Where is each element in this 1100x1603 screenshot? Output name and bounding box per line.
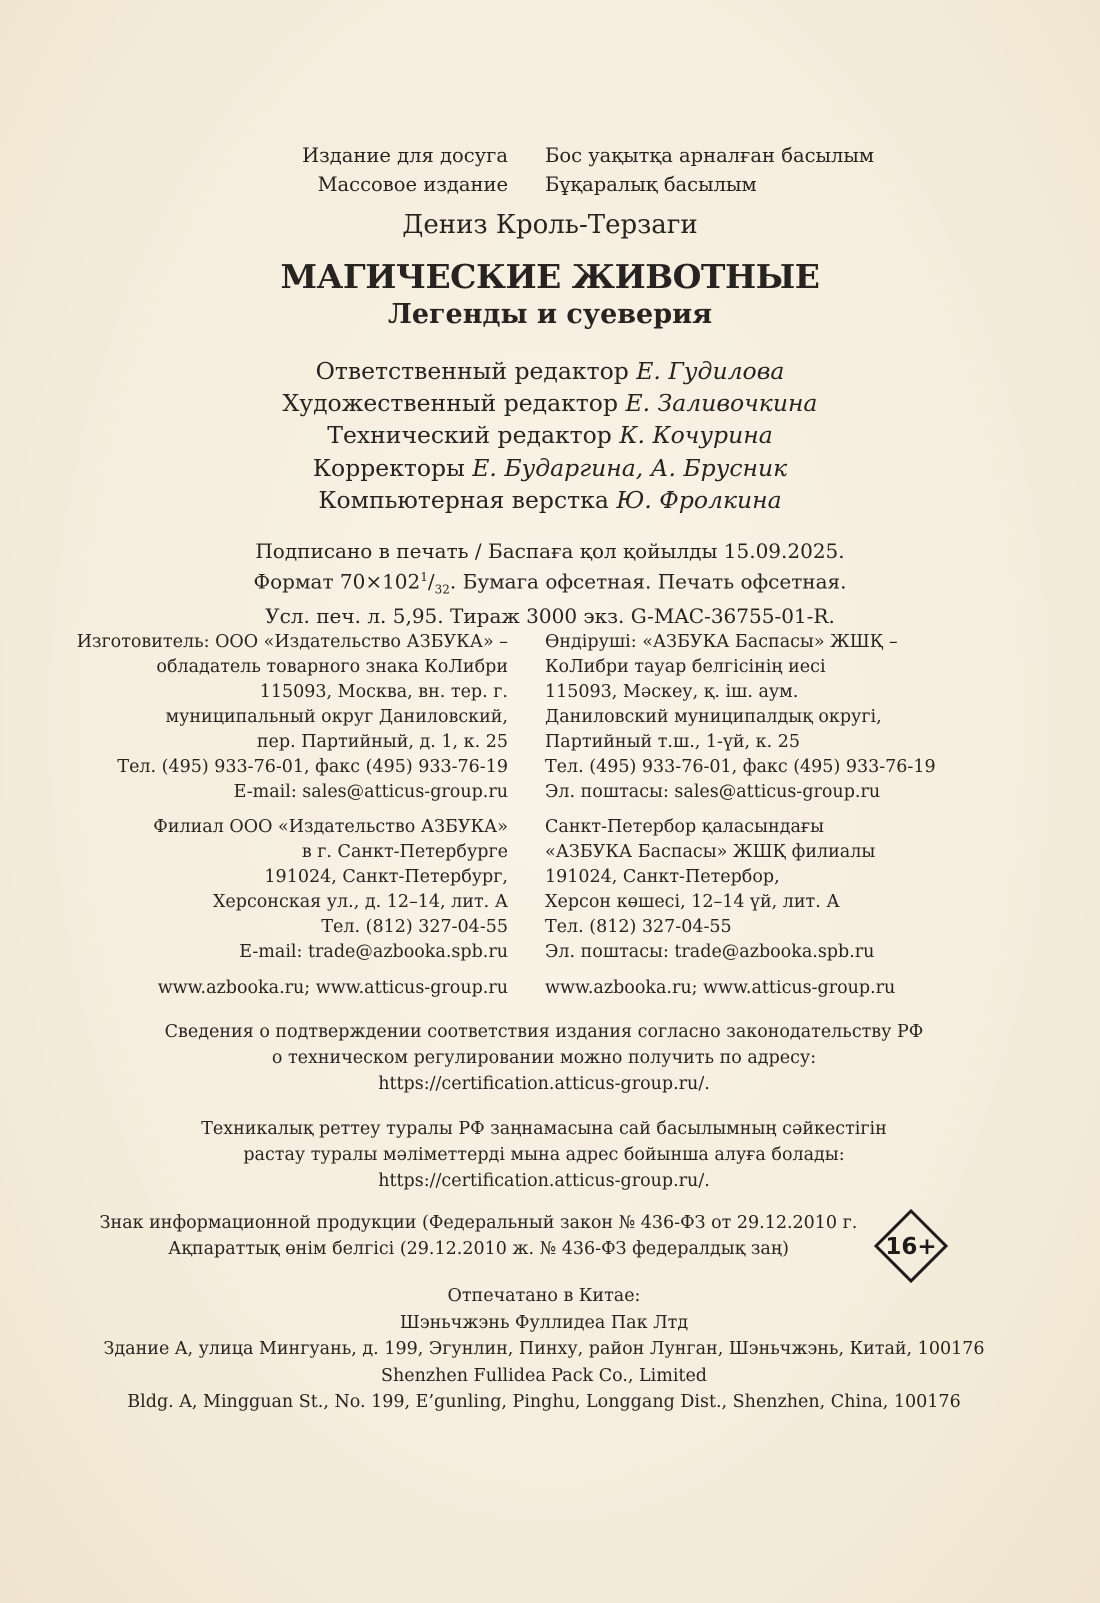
branch-ru: [0, 815, 508, 965]
editor-role: Компьютерная верстка: [318, 485, 609, 514]
address-line: обладатель товарного знака КоЛибри: [156, 657, 508, 677]
editor-name: К. Кочурина: [619, 421, 773, 450]
phone-line: Тел. (495) 933-76-01, факс (495) 933-76-19: [545, 757, 936, 777]
manufacturer-ru: [0, 630, 508, 805]
book-subtitle: Легенды и суеверия: [387, 299, 713, 330]
manufacturer-kz: [508, 630, 936, 805]
address-line: 191024, Санкт-Петербор,: [545, 867, 780, 887]
printed-line: Bldg. A, Mingguan St., No. 199, E’gunling, Pinghu, Longgang Dist., Shenzhen, China, 100176: [127, 1392, 961, 1412]
info-product-sign: [0, 1210, 957, 1262]
email-line: E-mail: sales@atticus-group.ru: [233, 782, 508, 802]
websites-block: [0, 976, 1100, 1001]
address-line: КоЛибри тауар белгісінің иесі: [545, 657, 826, 677]
address-line: Херсонская ул., д. 12–14, лит. А: [212, 892, 508, 912]
editor-line: [0, 452, 1100, 484]
certification-line: о техническом регулировании можно получить по адресу:: [271, 1048, 817, 1068]
address-line: в г. Санкт-Петербурге: [301, 842, 508, 862]
certification-kz: [0, 1116, 1088, 1194]
format-denominator: 32: [434, 582, 450, 597]
email-line: Эл. поштасы: sales@atticus-group.ru: [545, 782, 881, 802]
printed-line: Шэньчжэнь Фуллидеа Пак Лтд: [399, 1312, 689, 1333]
address-line: Филиал ООО «Издательство АЗБУКА»: [153, 817, 508, 837]
address-line: 115093, Москва, вн. тер. г.: [259, 682, 508, 702]
address-line: «АЗБУКА Баспасы» ЖШҚ филиалы: [545, 842, 876, 862]
edition-line: Бос уақытқа арналған басылым: [545, 144, 875, 167]
editor-name: Ю. Фролкина: [616, 485, 782, 514]
edition-line: Издание для досуга: [302, 144, 508, 167]
age-rating-text: 16+: [885, 1234, 937, 1260]
websites-kz: www.azbooka.ru; www.atticus-group.ru: [545, 978, 896, 998]
certification-line: растау туралы мәліметтерді мына адрес бойынша алуға болады:: [243, 1145, 845, 1165]
author-name: Дениз Кроль-Терзаги: [402, 210, 698, 240]
address-line: Санкт-Петербор қаласындағы: [545, 817, 824, 837]
editor-role: Ответственный редактор: [315, 357, 629, 385]
edition-type: [0, 141, 1100, 199]
editor-line: [0, 355, 1100, 387]
address-line: Өндіруші: «АЗБУКА Баспасы» ЖШҚ –: [545, 632, 898, 652]
phone-line: Тел. (812) 327-04-55: [545, 917, 732, 937]
edition-type-kz: [508, 141, 874, 199]
editor-role: Корректоры: [312, 453, 465, 482]
manufacturer-block: [0, 630, 1100, 805]
address-line: Херсон көшесі, 12–14 үй, лит. А: [545, 892, 840, 912]
branch-block: [0, 815, 1100, 965]
websites-ru: www.azbooka.ru; www.atticus-group.ru: [157, 978, 508, 998]
email-line: Эл. поштасы: trade@azbooka.spb.ru: [545, 942, 875, 962]
printed-line: Здание A, улица Мингуань, д. 199, Эгунлин, Пинху, район Лунган, Шэньчжэнь, Китай, 100176: [103, 1339, 985, 1359]
book-title: МАГИЧЕСКИЕ ЖИВОТНЫЕ: [280, 257, 820, 296]
certification-line: Сведения о подтверждении соответствия издания согласно законодательству РФ: [164, 1022, 924, 1042]
certification-url: https://certification.atticus-group.ru/.: [378, 1074, 710, 1094]
address-line: муниципальный округ Даниловский,: [165, 707, 508, 727]
branch-kz: [508, 815, 875, 965]
editor-line: [0, 419, 1100, 451]
address-line: пер. Партийный, д. 1, к. 25: [256, 732, 508, 752]
format-prefix: Формат 70×102: [253, 569, 421, 594]
address-line: 115093, Мәскеу, қ. іш. аум.: [545, 682, 799, 702]
diamond-icon: [873, 1208, 949, 1284]
signed-line: Подписано в печать / Баспаға қол қойылды 15.09.2025.: [255, 539, 845, 563]
certification-ru: [0, 1019, 1088, 1097]
address-line: Партийный т.ш., 1-үй, к. 25: [545, 732, 800, 752]
phone-line: Тел. (495) 933-76-01, факс (495) 933-76-19: [117, 757, 508, 777]
email-line: E-mail: trade@azbooka.spb.ru: [239, 942, 508, 962]
address-line: Изготовитель: ООО «Издательство АЗБУКА» –: [76, 632, 508, 652]
printed-in-block: [0, 1283, 1088, 1416]
certification-line: Техникалық реттеу туралы РФ заңнамасына сай басылымның сәйкестігін: [201, 1119, 887, 1139]
edition-line: Массовое издание: [317, 173, 508, 196]
editors-list: [0, 355, 1100, 516]
print-info: [0, 538, 1100, 629]
editor-name: Е. Заливочкина: [625, 389, 818, 418]
edition-line: Бұқаралық басылым: [545, 173, 757, 196]
editor-name: Е. Бударгина, А. Брусник: [472, 453, 788, 482]
format-suffix: . Бумага офсетная. Печать офсетная.: [449, 569, 847, 594]
editor-line: [0, 387, 1100, 419]
editor-line: [0, 484, 1100, 516]
format-numerator: 1: [420, 570, 428, 584]
print-run-line: Усл. печ. л. 5,95. Тираж 3000 экз. G-MAC-36755-01-R.: [265, 603, 835, 628]
phone-line: Тел. (812) 327-04-55: [321, 917, 508, 937]
edition-type-ru: [0, 141, 508, 199]
address-line: Даниловский муниципалдық округі,: [545, 707, 882, 727]
printed-line: Shenzhen Fullidea Pack Co., Limited: [380, 1365, 708, 1386]
age-rating-badge: [873, 1208, 949, 1284]
certification-url: https://certification.atticus-group.ru/.: [378, 1171, 710, 1191]
address-line: 191024, Санкт-Петербург,: [264, 867, 508, 887]
info-sign-line: Знак информационной продукции (Федеральный закон № 436-ФЗ от 29.12.2010 г.: [99, 1213, 858, 1233]
editor-role: Технический редактор: [327, 421, 612, 450]
printed-line: Отпечатано в Китае:: [447, 1286, 641, 1306]
editor-name: Е. Гудилова: [636, 357, 785, 385]
editor-role: Художественный редактор: [282, 389, 619, 418]
format-line: Формат $70\times 102^1/_{32}$. Бумага офсетная. Печать офсетная.: [253, 569, 847, 597]
info-sign-line: Ақпараттық өнім белгісі (29.12.2010 ж. № 436-ФЗ федералдық заң): [168, 1239, 789, 1259]
